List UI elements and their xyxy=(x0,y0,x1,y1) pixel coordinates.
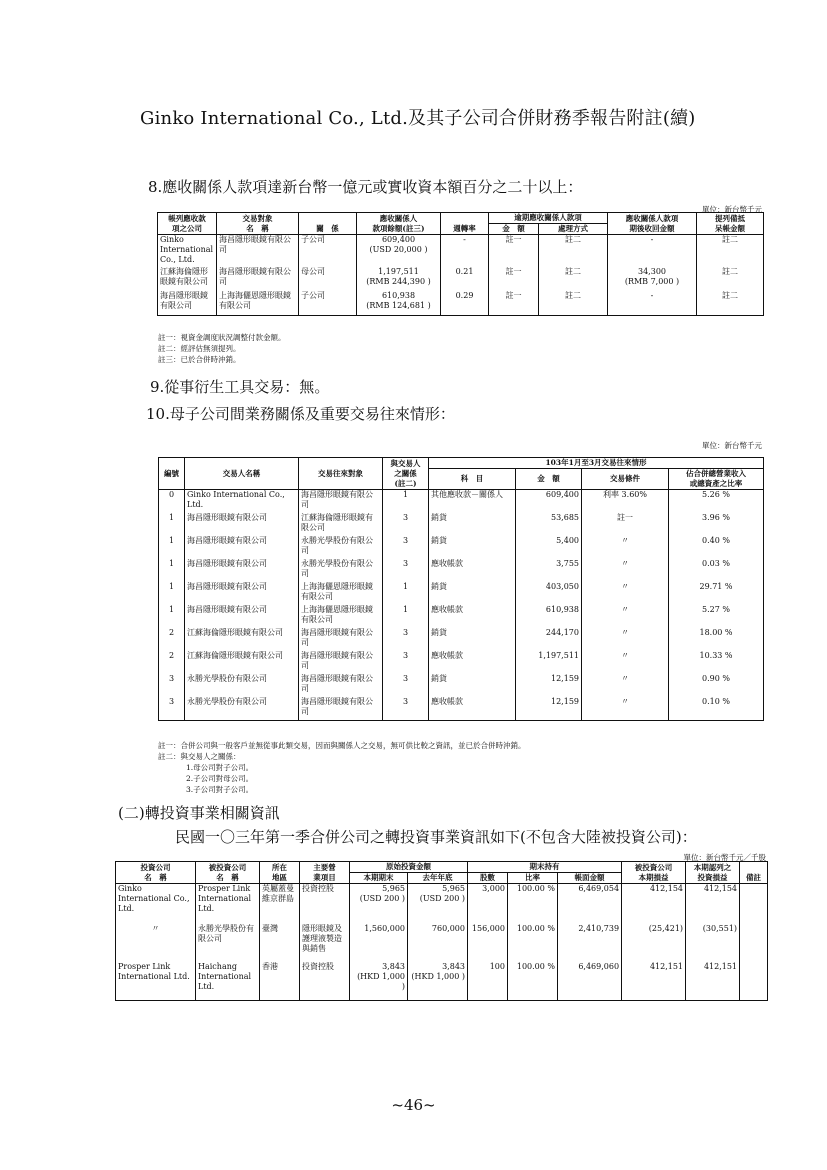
table-row: 1 海昌隱形眼鏡有限公司 江蘇海倫隱形眼鏡有限公司 3 銷貨 53,685 註一 3.96 % xyxy=(159,513,764,536)
section-8-notes: 註一：視資金調度狀況調整付款金額。 註二：經評估無須提列。 註三：已於合併時沖銷。 xyxy=(158,333,286,364)
receivables-table: 帳列應收款 項之公司 交易對象 名 稱 關 係 應收關係人 款項餘額(註三) 週轉率 逾期應收關係人款項 應收關係人款項 期後收回金額 提列備抵 呆帳金額 金 額 處理方式 Ginko International Co., Ltd. 海昌隱形眼鏡有限公司 子公司 609,400 (USD 20,000 ) - 註一 註二 - 註二 江蘇海倫隱形眼鏡有限公司 海昌隱形眼鏡有限公司 母公司 1,197,511 (RMB 244,390 ) 0.21 註一 註二 34,300 (RMB 7,000 ) 註二 海昌隱形眼鏡有限公司 上海海儷恩隱形眼鏡有限公司 子公司 610,938 (RMB 124,681 ) 0.29 註一 註二 - 註二 xyxy=(157,212,764,316)
section-8-unit: 單位：新台幣千元 xyxy=(702,205,762,214)
section-10-title: 10.母子公司間業務關係及重要交易往來情形： xyxy=(146,405,455,423)
table-row: 海昌隱形眼鏡有限公司 上海海儷恩隱形眼鏡有限公司 子公司 610,938 (RMB 124,681 ) 0.29 註一 註二 - 註二 xyxy=(158,291,764,316)
section-10-unit: 單位：新台幣千元 xyxy=(702,441,762,450)
table-row: Prosper Link International Ltd. Haichang International Ltd. 香港 投資控股 3,843 (HKD 1,000 ) 3,843 (HKD 1,000 ) 100 100.00 % 6,469,060 412,151 412,151 xyxy=(116,962,768,1001)
table-row: 2 江蘇海倫隱形眼鏡有限公司 海昌隱形眼鏡有限公司 3 銷貨 244,170 〃 18.00 % xyxy=(159,628,764,651)
section-2-title: (二)轉投資事業相關資訊 xyxy=(118,804,280,822)
table-row: 〃 永勝光學股份有限公司 臺灣 隱形眼鏡及護理液製造與銷售 1,560,000 760,000 156,000 100.00 % 2,410,739 (25,421) (30,551) xyxy=(116,924,768,962)
section-2-unit: 單位：新台幣千元／千股 xyxy=(683,853,766,862)
table-row: 1 海昌隱形眼鏡有限公司 永勝光學股份有限公司 3 應收帳款 3,755 〃 0.03 % xyxy=(159,559,764,582)
page-header: Ginko International Co., Ltd.及其子公司合併財務季報告附註(續) xyxy=(140,108,696,129)
table-row: 1 海昌隱形眼鏡有限公司 上海海儷恩隱形眼鏡有限公司 1 銷貨 403,050 〃 29.71 % xyxy=(159,582,764,605)
section-8-title: 8.應收關係人款項達新台幣一億元或實收資本額百分之二十以上： xyxy=(148,178,583,196)
table-row: 1 海昌隱形眼鏡有限公司 永勝光學股份有限公司 3 銷貨 5,400 〃 0.40 % xyxy=(159,536,764,559)
intercompany-table: 編號 交易人名稱 交易往來對象 與交易人 之關係 (註二) 103年1月至3月交易往來情形 科 目 金 額 交易條件 佔合併總營業收入 或總資產之比率 0 Ginko International Co., Ltd. 海昌隱形眼鏡有限公司 1 其他應收款－關係人 609,400 利率 3.60% 5.26 % 1 海昌隱形眼鏡有限公司 江蘇海倫隱形眼鏡有限公司 3 銷貨 53,685 註一 3.96 % 1 海昌隱形眼鏡有限公司 永勝光學股份有限公司 3 銷貨 5,400 〃 0.40 % 1 海昌隱形眼鏡有限公司 永勝光學股份有限公司 3 應收帳款 3,755 〃 0.03 % 1 海昌隱形眼鏡有限公司 上海海儷恩隱形眼鏡有限公司 1 銷貨 403,050 〃 29.71 % 1 海昌隱形眼鏡有限公司 上海海儷恩隱形眼鏡有限公司 1 應收帳款 610,938 〃 5.27 % 2 江蘇海倫隱形眼鏡有限公司 海昌隱形眼鏡有限公司 3 銷貨 244,170 〃 18.00 % 2 江蘇海倫隱形眼鏡有限公司 海昌隱形眼鏡有限公司 3 應收帳款 1,197,511 〃 10.33 % 3 永勝光學股份有限公司 海昌隱形眼鏡有限公司 3 銷貨 12,159 〃 0.90 % 3 永勝光學股份有限公司 海昌隱形眼鏡有限公司 3 應收帳款 12,159 〃 0.10 % xyxy=(158,457,764,721)
table-row: Ginko International Co., Ltd. Prosper Link International Ltd. 英屬蓋曼維京群島 投資控股 5,965 (USD 200 ) 5,965 (USD 200 ) 3,000 100.00 % 6,469,054 412,154 412,154 xyxy=(116,884,768,925)
table-row: 2 江蘇海倫隱形眼鏡有限公司 海昌隱形眼鏡有限公司 3 應收帳款 1,197,511 〃 10.33 % xyxy=(159,651,764,674)
table-row: 3 永勝光學股份有限公司 海昌隱形眼鏡有限公司 3 應收帳款 12,159 〃 0.10 % xyxy=(159,697,764,721)
section-9-title: 9.從事衍生工具交易：無。 xyxy=(150,378,330,396)
section-10-notes: 註一：合併公司與一般客戶並無從事此類交易，因而與關係人之交易，無可供比較之資訊，並已於合併時沖銷。 註二：與交易人之關係： 1.母公司對子公司。 2.子公司對母公司。 3.子公司對子公司。 xyxy=(158,741,526,794)
page-number: ~46~ xyxy=(391,1096,436,1114)
section-2-intro: 民國一〇三年第一季合併公司之轉投資事業資訊如下(不包含大陸被投資公司)： xyxy=(175,828,697,846)
table-row: 1 海昌隱形眼鏡有限公司 上海海儷恩隱形眼鏡有限公司 1 應收帳款 610,938 〃 5.27 % xyxy=(159,605,764,628)
table-row: 3 永勝光學股份有限公司 海昌隱形眼鏡有限公司 3 銷貨 12,159 〃 0.90 % xyxy=(159,674,764,697)
table-row: 江蘇海倫隱形眼鏡有限公司 海昌隱形眼鏡有限公司 母公司 1,197,511 (RMB 244,390 ) 0.21 註一 註二 34,300 (RMB 7,000 ) 註二 xyxy=(158,267,764,291)
investment-table: 投資公司 名 稱 被投資公司 名 稱 所在 地區 主要營 業項目 原始投資金額 期末持有 被投資公司 本期損益 本期認列之 投資損益 備註 本期期末 去年年底 股數 比率 帳面金額 Ginko International Co., Ltd. Prosper Link International Ltd. 英屬蓋曼維京群島 投資控股 5,965 (USD 200 ) 5,965 (USD 200 ) 3,000 100.00 % 6,469,054 412,154 412,154 〃 永勝光學股份有限公司 臺灣 隱形眼鏡及護理液製造與銷售 1,560,000 760,000 156,000 100.00 % 2,410,739 (25,421) (30,551) Prosper Link International Ltd. Haichang International Ltd. 香港 投資控股 3,843 (HKD 1,000 ) 3,843 (HKD 1,000 ) 100 100.00 % 6,469,060 412,151 412,151 xyxy=(115,861,768,1001)
table-row: 0 Ginko International Co., Ltd. 海昌隱形眼鏡有限公司 1 其他應收款－關係人 609,400 利率 3.60% 5.26 % xyxy=(159,490,764,514)
table-row: Ginko International Co., Ltd. 海昌隱形眼鏡有限公司 子公司 609,400 (USD 20,000 ) - 註一 註二 - 註二 xyxy=(158,235,764,268)
